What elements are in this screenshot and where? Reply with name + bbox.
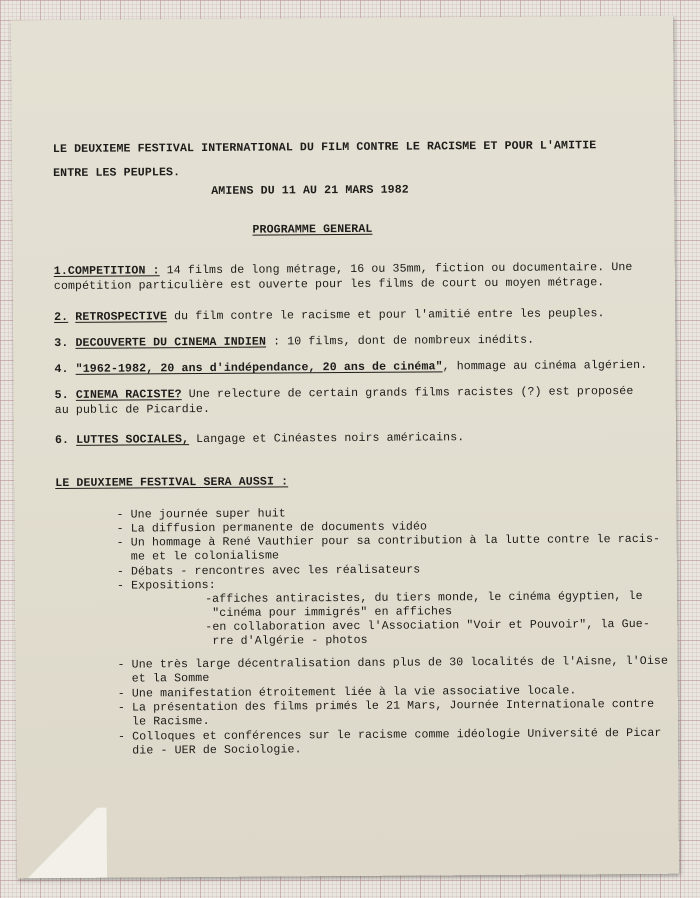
aussi-item: - Un hommage à René Vauthier pour sa contribution à la lutte contre le racis- bbox=[116, 532, 661, 550]
folded-corner bbox=[17, 808, 107, 879]
aussi-item: - Colloques et conférences sur le racisme comme idéologie Université de Picar bbox=[117, 726, 662, 744]
aussi-item-cont: et la Somme bbox=[117, 671, 210, 686]
exposition-item: -en collaboration avec l'Association "Voir et Pouvoir", la Gue- bbox=[205, 617, 650, 634]
section-1: 1.COMPETITION : 14 films de long métrage, 16 ou 35mm, fiction ou documentaire. Une bbox=[53, 260, 633, 279]
aussi-heading: LE DEUXIEME FESTIVAL SERA AUSSI : bbox=[55, 475, 289, 491]
aussi-item: - Une manifestation étroitement liée à la vie associative locale. bbox=[117, 684, 577, 701]
section-1-line-2: compétition particulière est ouverte pour les films de court ou moyen métrage. bbox=[53, 276, 605, 294]
exposition-item: -affiches antiracistes, du tiers monde, le cinéma égyptien, le bbox=[205, 589, 643, 606]
programme-heading: PROGRAMME GENERAL bbox=[252, 222, 373, 237]
aussi-item-cont: me et le colonialisme bbox=[116, 549, 280, 564]
aussi-item: - Débats - rencontres avec les réalisateurs bbox=[116, 563, 421, 579]
title-line-1: LE DEUXIEME FESTIVAL INTERNATIONAL DU FILM CONTRE LE RACISME ET POUR L'AMITIE bbox=[52, 139, 597, 157]
exposition-item-cont: "cinéma pour immigrés" en affiches bbox=[205, 605, 453, 620]
section-4: 4. "1962-1982, 20 ans d'indépendance, 20 ans de cinéma", hommage au cinéma algérien. bbox=[54, 358, 648, 377]
aussi-item: - La présentation des films primés le 21 Mars, Journée Internationale contre bbox=[117, 697, 655, 715]
section-5-line-2: au public de Picardie. bbox=[54, 402, 211, 418]
document-sheet bbox=[11, 16, 679, 879]
section-6: 6. LUTTES SOCIALES, Langage et Cinéastes noirs américains. bbox=[54, 431, 465, 448]
section-5: 5. CINEMA RACISTE? Une relecture de certain grands films racistes (?) est proposée bbox=[54, 384, 634, 403]
aussi-item-cont: die - UER de Sociologie. bbox=[118, 743, 302, 758]
festival-dates: AMIENS DU 11 AU 21 MARS 1982 bbox=[211, 183, 409, 198]
section-3: 3. DECOUVERTE DU CINEMA INDIEN : 10 films, dont de nombreux inédits. bbox=[54, 333, 535, 351]
exposition-item-cont: rre d'Algérie - photos bbox=[205, 633, 368, 648]
aussi-item: - Expositions: bbox=[116, 578, 216, 593]
aussi-item: - Une journée super huit bbox=[116, 507, 286, 522]
title-line-2: ENTRE LES PEUPLES. bbox=[53, 166, 181, 181]
aussi-item: - Une très large décentralisation dans plus de 30 localités de l'Aisne, l'Oise bbox=[117, 654, 669, 672]
aussi-item-cont: le Racisme. bbox=[117, 714, 210, 729]
aussi-item: - La diffusion permanente de documents vidéo bbox=[116, 520, 428, 536]
section-2: 2. RETROSPECTIVE du film contre le racisme et pour l'amitié entre les peuples. bbox=[54, 307, 605, 325]
